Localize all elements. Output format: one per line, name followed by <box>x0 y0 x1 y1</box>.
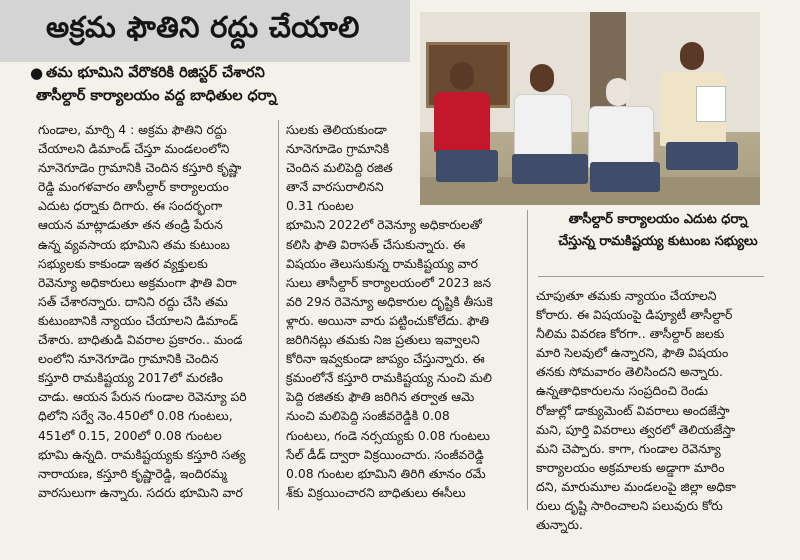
article-line: తనకు సోమవారం తెలిసిందని అన్నారు. <box>536 364 723 380</box>
article-line: మారి సెలవులో ఉన్నారని, ఫౌతి విషయం <box>536 345 729 361</box>
article-line: లంలోని నూనెగూడెం గ్రామానికి చెందిన <box>38 351 219 367</box>
article-line: నూనెగూడెం గ్రామానికి <box>286 141 390 157</box>
article-line: 0.31 గుంటల <box>286 198 354 214</box>
document-icon <box>696 86 726 122</box>
article-line: కుటుంబానికి న్యాయం చేయాలని డిమాండ్ <box>38 312 238 328</box>
caption-rule <box>538 276 764 277</box>
article-line: చెందిన మలిపెద్ది రజిత <box>286 160 393 176</box>
headline: అక్రమ ఫౌతిని రద్దు చేయాలి <box>0 0 410 62</box>
article-line: జరిగినట్లు తమకు నిజ ప్రతులు ఇవ్వాలని <box>286 332 480 348</box>
article-line: రెవెన్యూ అధికారులు అక్రమంగా ఫౌతి విరా <box>38 274 237 290</box>
sub-headline-line-1: తమ భూమిని వేరొకరికి రిజిస్టర్ చేశారని <box>46 65 265 81</box>
article-line: నీలిమ వివరణ కోరగా.. తాసీల్దార్ జలకు <box>536 326 725 342</box>
article-line: గుంటలు, గండె నర్సయ్యకు 0.08 గుంటలు <box>286 427 490 443</box>
article-line: కలిసి ఫౌతి విరాసత్ చేసుకున్నారు. ఈ <box>286 236 466 252</box>
article-line: రెడ్డి మంగళవారం తాసీల్దార్ కార్యాలయం <box>38 179 229 195</box>
article-line: 451లో 0.15, 200లో 0.08 గుంటల <box>38 427 222 443</box>
article-line: నుంచి మలిపెద్ది సంజీవరెడ్డికి 0.08 <box>286 408 450 424</box>
article-line: సేల్ డీడ్ ద్వారా విక్రయించారు. సంజీవరెడ్డి <box>286 446 484 462</box>
article-line: సభ్యులకు కాకుండా ఇతర వ్యక్తులకు <box>38 255 208 271</box>
column-divider-2 <box>527 210 528 510</box>
article-line: సులకు తెలియకుండా <box>286 122 387 137</box>
sub-headline <box>30 62 414 108</box>
article-line: వరి 29న రెవెన్యూ అధికారుల దృష్టికి తీసుకె <box>286 293 493 309</box>
article-line: సత్ చేశారన్నారు. దానిని రద్దు చేసి తమ <box>38 293 228 309</box>
article-line: కస్తూరి రామకిష్టయ్య 2017లో మరణిం <box>38 370 223 386</box>
article-line: 0.08 గుంటల భూమిని తిరిగి తూనం రమే <box>286 465 486 481</box>
article-column-1 <box>38 120 270 502</box>
article-line: క్రమంలోనే కస్తూరి రామకిష్టయ్య నుంచి మలి <box>286 370 492 386</box>
article-line: ఉన్న వ్యవసాయ భూమిని తమ కుటుంబ <box>38 236 230 252</box>
photo-caption-line-2: చేస్తున్న రామకిష్టయ్య కుటుంబ సభ్యులు <box>558 234 758 249</box>
article-line: చేశారు. బాధితుడి వివరాల ప్రకారం.. మండ <box>38 332 243 348</box>
article-line: చేయాలని డిమాండ్ చేస్తూ మండలంలోని <box>38 141 230 157</box>
article-line: భూమి ఉన్నది. రామకిష్టయ్యకు కస్తూరి సత్య <box>38 446 246 462</box>
article-line: ధిలోని సర్వే నెం.450లో 0.08 గుంటలు, <box>38 408 233 424</box>
column-divider-1 <box>278 120 279 510</box>
article-column-3 <box>536 286 764 534</box>
article-line: దని, మారుమూల మండలంపై జిల్లా అధికా <box>536 478 736 494</box>
article-line: తున్నారు. <box>536 517 583 533</box>
article-line: కోరారు. ఈ విషయంపై డిప్యూటీ తాసీల్దార్ <box>536 307 733 323</box>
article-line: చూపుతూ తమకు న్యాయం చేయాలని <box>536 288 717 303</box>
article-line: వారసులుగా ఉన్నారు. సదరు భూమిని వార <box>38 484 243 500</box>
article-line: కోరినా ఇవ్వకుండా జాప్యం చేస్తున్నారు. ఈ <box>286 351 485 367</box>
article-line: విషయం తెలుసుకున్న రామకిష్టయ్య వార <box>286 255 478 271</box>
article-line: రులు దృష్టి సారించాలని పలువురు కోరు <box>536 498 723 514</box>
article-line: సులు తాసీల్దార్ కార్యాలయంలో 2023 జన <box>286 274 492 290</box>
bullet-icon: ● <box>30 64 44 82</box>
article-line: ఎదుట ధర్నాకు దిగారు. ఈ సందర్భంగా <box>38 198 223 214</box>
article-line: శ్‌కు విక్రయించారని బాధితులు ఈసీలు <box>286 484 466 500</box>
article-line: గుండాల, మార్చి 4 : అక్రమ ఫౌతిని రద్దు <box>38 122 227 137</box>
article-line: మని చెప్పారు. కాగా, గుండాల రెవెన్యూ <box>536 440 721 456</box>
photo-caption-line-1: తాసీల్దార్ కార్యాలయం ఎదుట ధర్నా <box>568 212 748 227</box>
article-line: ఆయన మాట్లాడుతూ తన తండ్రి పేరున <box>38 217 223 233</box>
article-line: తానే వారసురాలినని <box>286 179 384 195</box>
article-line: నారాయణ, కస్తూరి కృష్ణారెడ్డి, ఇందిరమ్మ <box>38 465 227 481</box>
article-column-2 <box>286 120 518 502</box>
article-line: ఉన్నతాధికారులను సంప్రదించి రెండు <box>536 383 708 399</box>
article-line: కార్యాలయం అక్రమాలకు అడ్డాగా మారిం <box>536 459 725 475</box>
article-line: భూమిని 2022లో రెవెన్యూ అధికారులతో <box>286 217 482 233</box>
article-line: పెద్ది రజితకు ఫౌతి జరిగిన తర్వాత ఆమె <box>286 389 475 405</box>
article-line: రోజుల్లో డాక్యుమెంట్ వివరాలు అందజేస్తా <box>536 402 730 418</box>
photo-caption <box>556 209 760 253</box>
article-line: మని, పూర్తి వివరాలు త్వరలో తెలియజేస్తా <box>536 421 736 437</box>
article-line: ళ్లారు. అయినా వారు పట్టించుకోలేదు. ఫౌతి <box>286 312 490 328</box>
article-line: చాడు. ఆయన పేరున గుండాల రెవెన్యూ పరి <box>38 389 247 405</box>
article-line: నూనెగూడెం గ్రామానికి చెందిన కస్తూరి కృష్ణా <box>38 160 242 176</box>
sub-headline-line-2: తాసీల్దార్ కార్యాలయం వద్ద బాధితుల ధర్నా <box>36 88 277 104</box>
